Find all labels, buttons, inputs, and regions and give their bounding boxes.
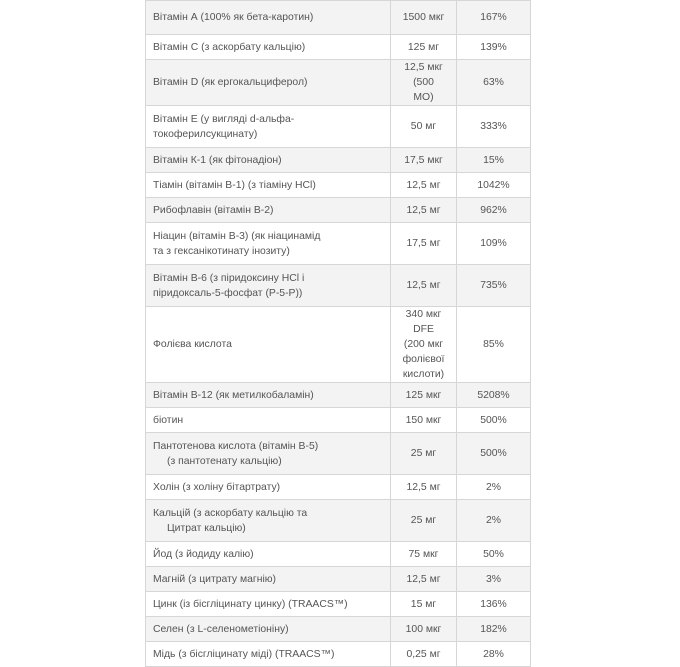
nutrient-amount [391,60,457,106]
daily-value-percent: 1042% [457,173,531,198]
nutrient-name-line: Йод (з йодиду калію) [153,548,254,560]
table-row [146,60,531,106]
nutrient-name-line: Вітамін А (100% як бета-каротин) [153,12,314,23]
nutrient-name [146,307,391,383]
nutrient-amount-line: 50 мг [410,121,437,132]
nutrient-name [146,35,391,60]
nutrient-name-line: Цитрат кальцію) [167,522,246,534]
table-row [146,617,531,642]
nutrient-amount-line: 12,5 мг [406,280,441,291]
nutrient-amount-line: МО) [413,92,434,103]
nutrient-amount [391,35,457,60]
nutrient-name [146,592,391,617]
nutrient-amount [391,542,457,567]
daily-value-percent: 85% [457,307,531,383]
daily-value-percent: 5208% [457,383,531,408]
table-row [146,542,531,567]
nutrient-name-line: Тіамін (вітамін В-1) (з тіаміну HCl) [153,179,316,191]
nutrient-amount-line: 17,5 мкг [404,154,443,166]
nutrient-amount [391,383,457,408]
nutrient-amount-line: фолієвої [402,354,445,365]
table-row [146,500,531,542]
nutrient-name-line: Пантотенова кислота (вітамін В-5) [153,440,319,452]
nutrient-name [146,475,391,500]
nutrient-amount-line: 12,5 мг [406,204,441,216]
table-row [146,223,531,265]
nutrient-name [146,500,391,542]
table-row [146,433,531,475]
nutrition-table-body [146,1,531,667]
nutrient-name-line: Селен (з L-селенометіоніну) [153,623,289,635]
nutrient-name [146,617,391,642]
nutrient-amount-line: 12,5 мкг (500 [404,62,443,88]
daily-value-percent: 962% [457,198,531,223]
daily-value-percent: 735% [457,265,531,307]
nutrient-name [146,173,391,198]
nutrient-amount-line: 100 мкг [405,623,442,635]
nutrient-name [146,408,391,433]
nutrient-amount-line: 125 мг [407,41,440,53]
nutrient-amount [391,617,457,642]
nutrient-name [146,383,391,408]
nutrient-amount [391,500,457,542]
daily-value-percent: 63% [457,60,531,106]
nutrient-name [146,60,391,106]
nutrient-amount [391,173,457,198]
nutrient-name-line: біотин [153,414,184,426]
daily-value-percent: 15% [457,148,531,173]
table-row [146,148,531,173]
nutrient-amount [391,198,457,223]
nutrient-name-line: Рибофлавін (вітамін В-2) [153,204,274,216]
nutrient-name-line: Вітамін Е (у вигляді d-альфа- [153,113,295,125]
nutrition-facts [145,0,531,667]
nutrient-name-line: піридоксаль-5-фосфат (Р-5-Р)) [153,287,303,299]
nutrient-name-line: токоферилсукцинату) [153,128,258,140]
nutrient-amount [391,567,457,592]
nutrient-amount-line: 15 мг [410,598,437,610]
table-row [146,106,531,148]
table-row [146,307,531,383]
nutrient-amount-line: 25 мг [410,448,437,459]
nutrient-name-line: Фолієва кислота [153,339,232,350]
table-row [146,198,531,223]
nutrient-amount [391,592,457,617]
nutrient-amount-line: 340 мкг DFE [405,309,442,335]
nutrient-amount [391,433,457,475]
nutrient-amount-line: 1500 мкг [402,12,445,23]
daily-value-percent: 2% [457,500,531,542]
nutrient-amount-line: 17,5 мг [406,238,441,249]
table-row [146,475,531,500]
nutrient-name [146,1,391,35]
table-row [146,383,531,408]
nutrient-amount [391,475,457,500]
nutrient-amount-line: (200 мкг [403,339,444,350]
nutrient-name-line: та з гексанікотинату інозиту) [153,245,290,257]
table-row [146,1,531,35]
table-row [146,265,531,307]
table-row [146,35,531,60]
nutrient-amount-line: 12,5 мг [406,179,441,191]
daily-value-percent: 2% [457,475,531,500]
nutrient-name [146,433,391,475]
daily-value-percent: 139% [457,35,531,60]
table-row [146,173,531,198]
nutrient-name [146,542,391,567]
daily-value-percent: 109% [457,223,531,265]
daily-value-percent: 167% [457,1,531,35]
daily-value-percent: 136% [457,592,531,617]
nutrient-name-line: Кальцій (з аскорбату кальцію та [153,507,308,519]
nutrient-amount [391,265,457,307]
nutrient-amount-line: 150 мкг [405,414,442,426]
daily-value-percent: 500% [457,433,531,475]
nutrient-amount [391,223,457,265]
nutrient-name-line: Мідь (з бісгліцинату міді) (TRAACS™) [153,648,335,660]
table-row [146,592,531,617]
nutrient-name-line: Вітамін С (з аскорбату кальцію) [153,41,306,53]
daily-value-percent: 3% [457,567,531,592]
nutrient-amount-line: 12,5 мг [406,573,441,585]
table-row [146,567,531,592]
daily-value-percent: 333% [457,106,531,148]
nutrient-name-line: Цинк (із бісгліцинату цинку) (TRAACS™) [153,598,348,610]
nutrient-name-line: Магній (з цитрату магнію) [153,573,277,585]
nutrient-amount [391,1,457,35]
nutrition-table [145,0,531,667]
nutrient-amount [391,307,457,383]
daily-value-percent: 50% [457,542,531,567]
nutrient-name-line: Холін (з холіну бітартрату) [153,481,281,493]
table-row [146,642,531,667]
nutrient-name-line: Вітамін В-12 (як метилкобаламін) [153,389,314,401]
nutrient-amount [391,408,457,433]
nutrient-name [146,148,391,173]
nutrient-name-line: Ніацин (вітамін В-3) (як ніацинамід [153,230,321,242]
nutrient-name [146,642,391,667]
nutrient-name [146,567,391,592]
nutrient-name [146,198,391,223]
daily-value-percent: 28% [457,642,531,667]
nutrient-name [146,106,391,148]
nutrient-name-line: Вітамін К-1 (як фітонадіон) [153,154,282,166]
nutrient-name-line: Вітамін В-6 (з піридоксину HCl і [153,272,305,284]
table-row [146,408,531,433]
nutrient-amount [391,106,457,148]
nutrient-amount-line: кислоти) [402,369,445,380]
nutrient-amount-line: 12,5 мг [406,481,441,493]
nutrient-amount [391,148,457,173]
nutrient-name [146,265,391,307]
nutrient-name-line: (з пантотенату кальцію) [167,455,282,467]
nutrient-amount-line: 125 мкг [405,389,442,401]
nutrient-name [146,223,391,265]
nutrient-name-line: Вітамін D (як ергокальциферол) [153,77,308,88]
nutrient-amount-line: 75 мкг [408,548,439,560]
nutrient-amount-line: 0,25 мг [406,648,441,660]
daily-value-percent: 500% [457,408,531,433]
nutrient-amount-line: 25 мг [410,515,437,526]
nutrient-amount [391,642,457,667]
daily-value-percent: 182% [457,617,531,642]
